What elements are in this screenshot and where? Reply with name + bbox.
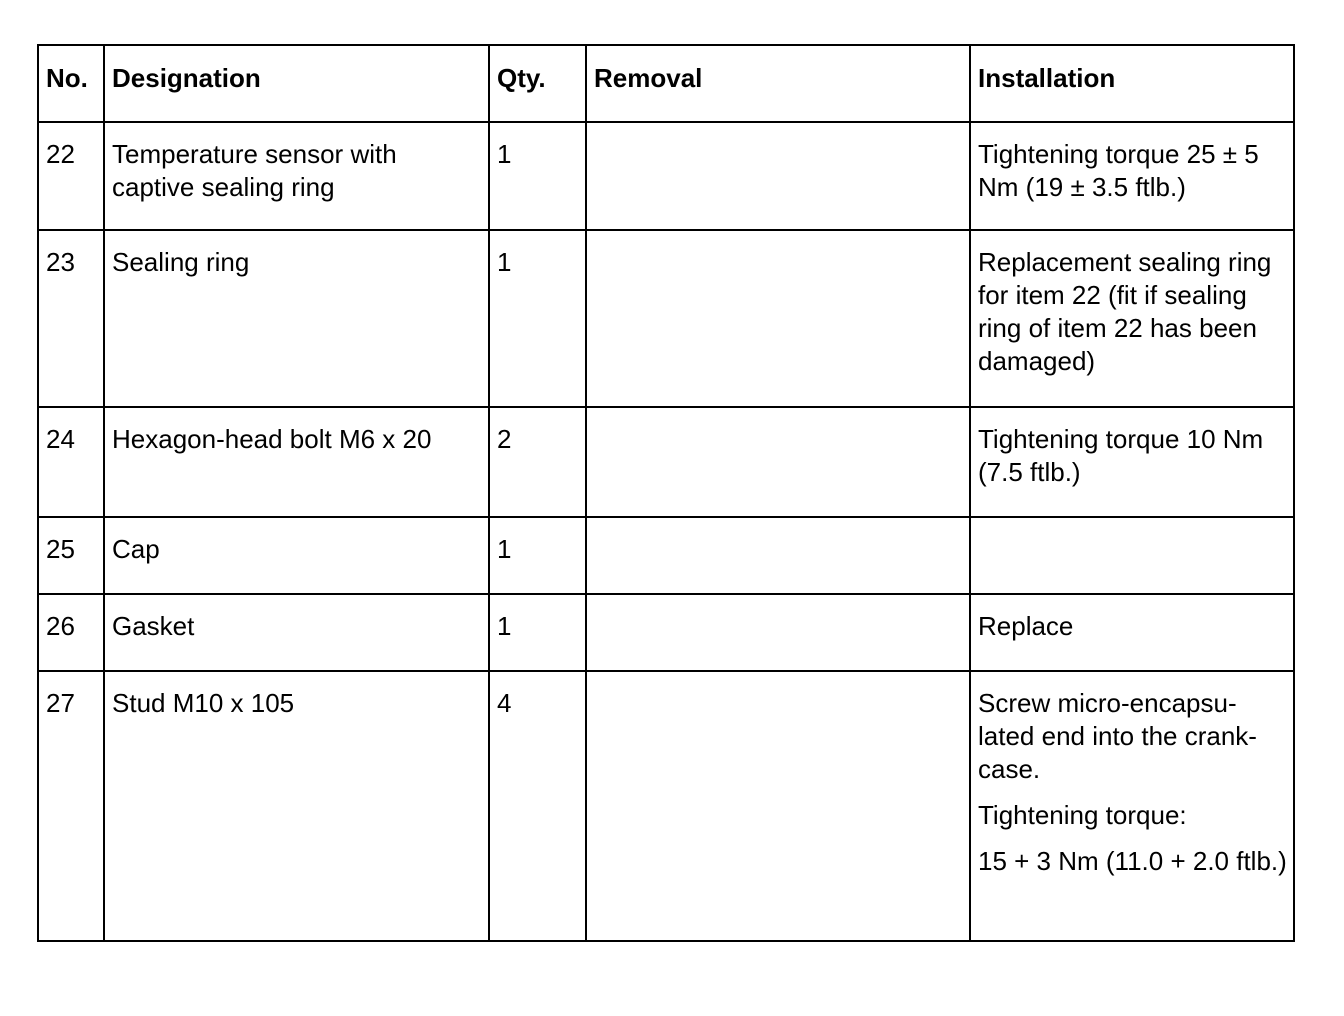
cell-designation: Gasket bbox=[104, 594, 489, 671]
cell-no: 25 bbox=[38, 517, 104, 594]
cell-removal bbox=[586, 407, 970, 517]
cell-qty: 1 bbox=[489, 230, 586, 407]
table-row bbox=[38, 407, 1294, 517]
header-qty: Qty. bbox=[489, 45, 586, 122]
cell-no: 23 bbox=[38, 230, 104, 407]
installation-note: Screw micro-encapsu-lated end into the crank-case. bbox=[978, 688, 1257, 784]
cell-removal bbox=[586, 671, 970, 941]
parts-table bbox=[37, 44, 1295, 942]
cell-installation bbox=[970, 517, 1294, 594]
cell-installation bbox=[970, 671, 1294, 941]
installation-note: Tightening torque: bbox=[978, 800, 1187, 830]
cell-designation: Temperature sensor with captive sealing ring bbox=[104, 122, 489, 230]
header-row bbox=[38, 45, 1294, 122]
cell-removal bbox=[586, 230, 970, 407]
table-row bbox=[38, 517, 1294, 594]
cell-qty: 1 bbox=[489, 517, 586, 594]
cell-qty: 1 bbox=[489, 594, 586, 671]
installation-note: Tightening torque 25 ± 5 Nm (19 ± 3.5 ftlb.) bbox=[978, 139, 1259, 202]
cell-designation: Stud M10 x 105 bbox=[104, 671, 489, 941]
cell-installation bbox=[970, 594, 1294, 671]
cell-removal bbox=[586, 517, 970, 594]
cell-installation bbox=[970, 407, 1294, 517]
cell-designation: Cap bbox=[104, 517, 489, 594]
header-removal: Removal bbox=[586, 45, 970, 122]
cell-designation: Hexagon-head bolt M6 x 20 bbox=[104, 407, 489, 517]
cell-no: 24 bbox=[38, 407, 104, 517]
cell-qty: 1 bbox=[489, 122, 586, 230]
header-designation: Designation bbox=[104, 45, 489, 122]
table-body bbox=[38, 122, 1294, 941]
installation-note: Replace bbox=[978, 611, 1074, 641]
cell-no: 26 bbox=[38, 594, 104, 671]
table-row bbox=[38, 122, 1294, 230]
cell-no: 27 bbox=[38, 671, 104, 941]
header-installation: Installation bbox=[970, 45, 1294, 122]
header-no: No. bbox=[38, 45, 104, 122]
installation-note: Replacement sealing ring for item 22 (fit if sealing ring of item 22 has been damaged) bbox=[978, 247, 1272, 376]
table-row bbox=[38, 671, 1294, 941]
installation-note: 15 + 3 Nm (11.0 + 2.0 ftlb.) bbox=[978, 846, 1287, 876]
installation-note: Tightening torque 10 Nm (7.5 ftlb.) bbox=[978, 424, 1264, 487]
cell-designation: Sealing ring bbox=[104, 230, 489, 407]
table-header bbox=[38, 45, 1294, 122]
cell-qty: 4 bbox=[489, 671, 586, 941]
table-row bbox=[38, 594, 1294, 671]
cell-installation bbox=[970, 230, 1294, 407]
table-row bbox=[38, 230, 1294, 407]
cell-installation bbox=[970, 122, 1294, 230]
cell-removal bbox=[586, 122, 970, 230]
cell-removal bbox=[586, 594, 970, 671]
cell-no: 22 bbox=[38, 122, 104, 230]
cell-qty: 2 bbox=[489, 407, 586, 517]
